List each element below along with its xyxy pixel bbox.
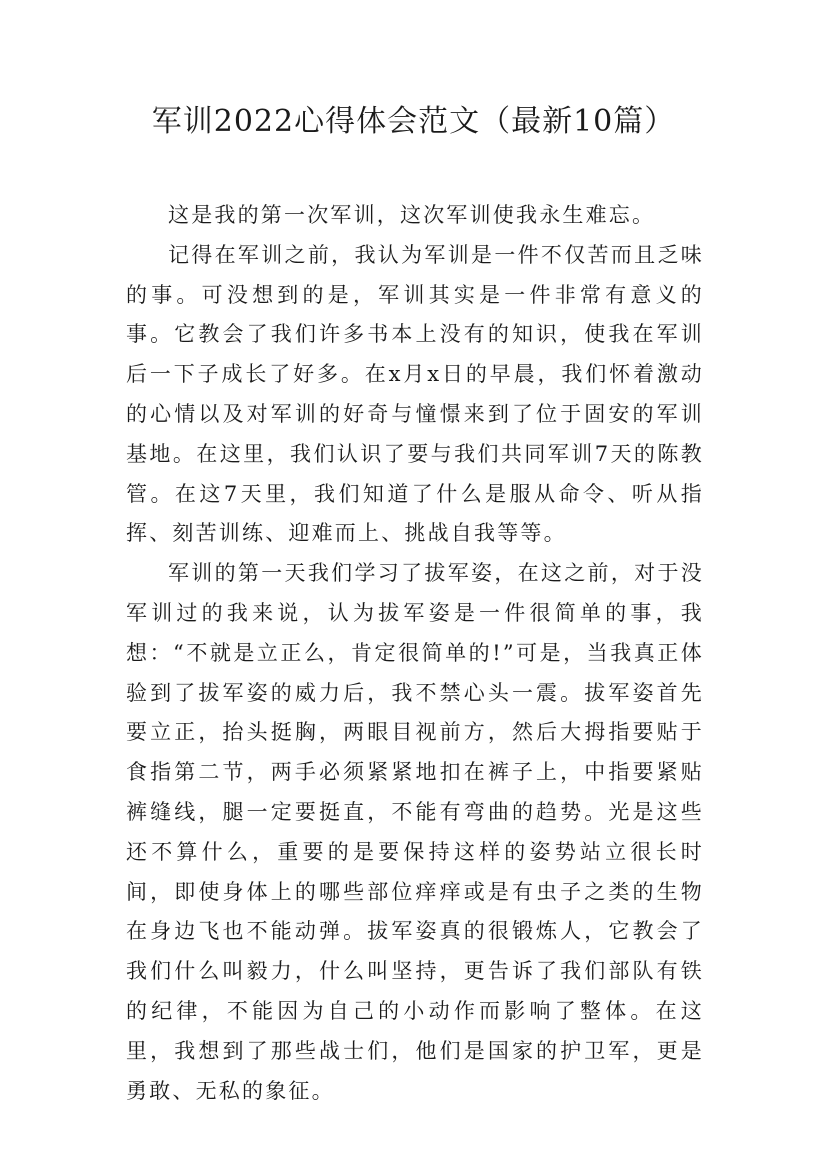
paragraph-1: 这是我的第一次军训，这次军训使我永生难忘。 (168, 203, 656, 227)
document-title: 军训2022心得体会范文（最新10篇） (151, 104, 676, 139)
document-body (126, 196, 704, 1111)
paragraph-2: 记得在军训之前，我认为军训是一件不仅苦而且乏味的事。可没想到的是，军训其实是一件非常有意义的事。它教会了我们许多书本上没有的知识，使我在军训后一下子成长了好多。在x月x日的早晨，我们怀着激动的心情以及对军训的好奇与憧憬来到了位于固安的军训基地。在这里，我们认识了要与我们共同军训7天的陈教管。在这7天里，我们知道了什么是服从命令、听从指挥、刻苦训练、迎难而上、挑战自我等等。 (126, 242, 704, 546)
paragraph-3: 军训的第一天我们学习了拔军姿，在这之前，对于没军训过的我来说，认为拔军姿是一件很简单的事，我想：“不就是立正么，肯定很简单的!”可是，当我真正体验到了拔军姿的威力后，我不禁心头一震。拔军姿首先要立正，抬头挺胸，两眼目视前方，然后大拇指要贴于食指第二节，两手必须紧紧地扣在裤子上，中指要紧贴裤缝线，腿一定要挺直，不能有弯曲的趋势。光是这些还不算什么，重要的是要保持这样的姿势站立很长时间，即使身体上的哪些部位痒痒或是有虫子之类的生物在身边飞也不能动弹。拔军姿真的很锻炼人，它教会了我们什么叫毅力，什么叫坚持，更告诉了我们部队有铁的纪律，不能因为自己的小动作而影响了整体。在这里，我想到了那些战士们，他们是国家的护卫军，更是勇敢、无私的象征。 (126, 561, 704, 1103)
